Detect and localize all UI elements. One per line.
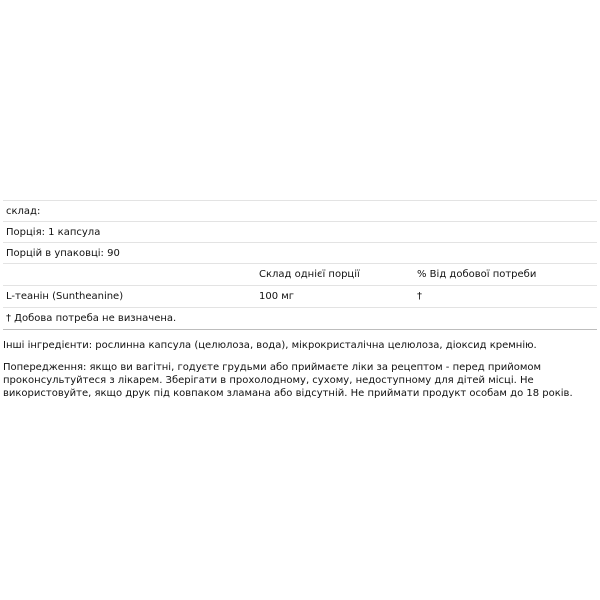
ingredient-name: L-теанін (Suntheanine) bbox=[6, 291, 124, 302]
serving-size: Порція: 1 капсула bbox=[6, 227, 101, 238]
facts-title-row bbox=[3, 200, 597, 222]
supplement-facts-table bbox=[3, 200, 597, 330]
other-ingredients-text: Інші інгредієнти: рослинна капсула (целюлоза, вода), мікрокристалічна целюлоза, діоксид кремнію. bbox=[3, 340, 537, 351]
serving-size-row bbox=[3, 222, 597, 243]
servings-per-container: Порцій в упаковці: 90 bbox=[6, 248, 120, 259]
ingredient-daily-value: † bbox=[417, 291, 422, 302]
servings-per-container-row bbox=[3, 243, 597, 264]
footnote-row bbox=[3, 308, 597, 330]
ingredient-row bbox=[3, 286, 597, 308]
facts-header-row bbox=[3, 264, 597, 286]
amount-column-header: Склад однієї порції bbox=[259, 269, 360, 280]
warning-text: Попередження: якщо ви вагітні, годуєте грудьми або приймаєте ліки за рецептом - перед прийомом проконсультуйтеся з лікарем. Зберігати в прохолодному, сухому, недоступному для дітей місці. Не використовуйте, якщо друк під ковпаком зламана або відсутній. Не приймати продукт особам до 18 років. bbox=[3, 362, 573, 399]
daily-value-footnote: † Добова потреба не визначена. bbox=[6, 313, 177, 324]
daily-value-column-header: % Від добової потреби bbox=[417, 269, 537, 280]
product-notes bbox=[3, 339, 593, 400]
ingredient-amount: 100 мг bbox=[259, 291, 295, 302]
facts-title: склад: bbox=[6, 206, 41, 217]
